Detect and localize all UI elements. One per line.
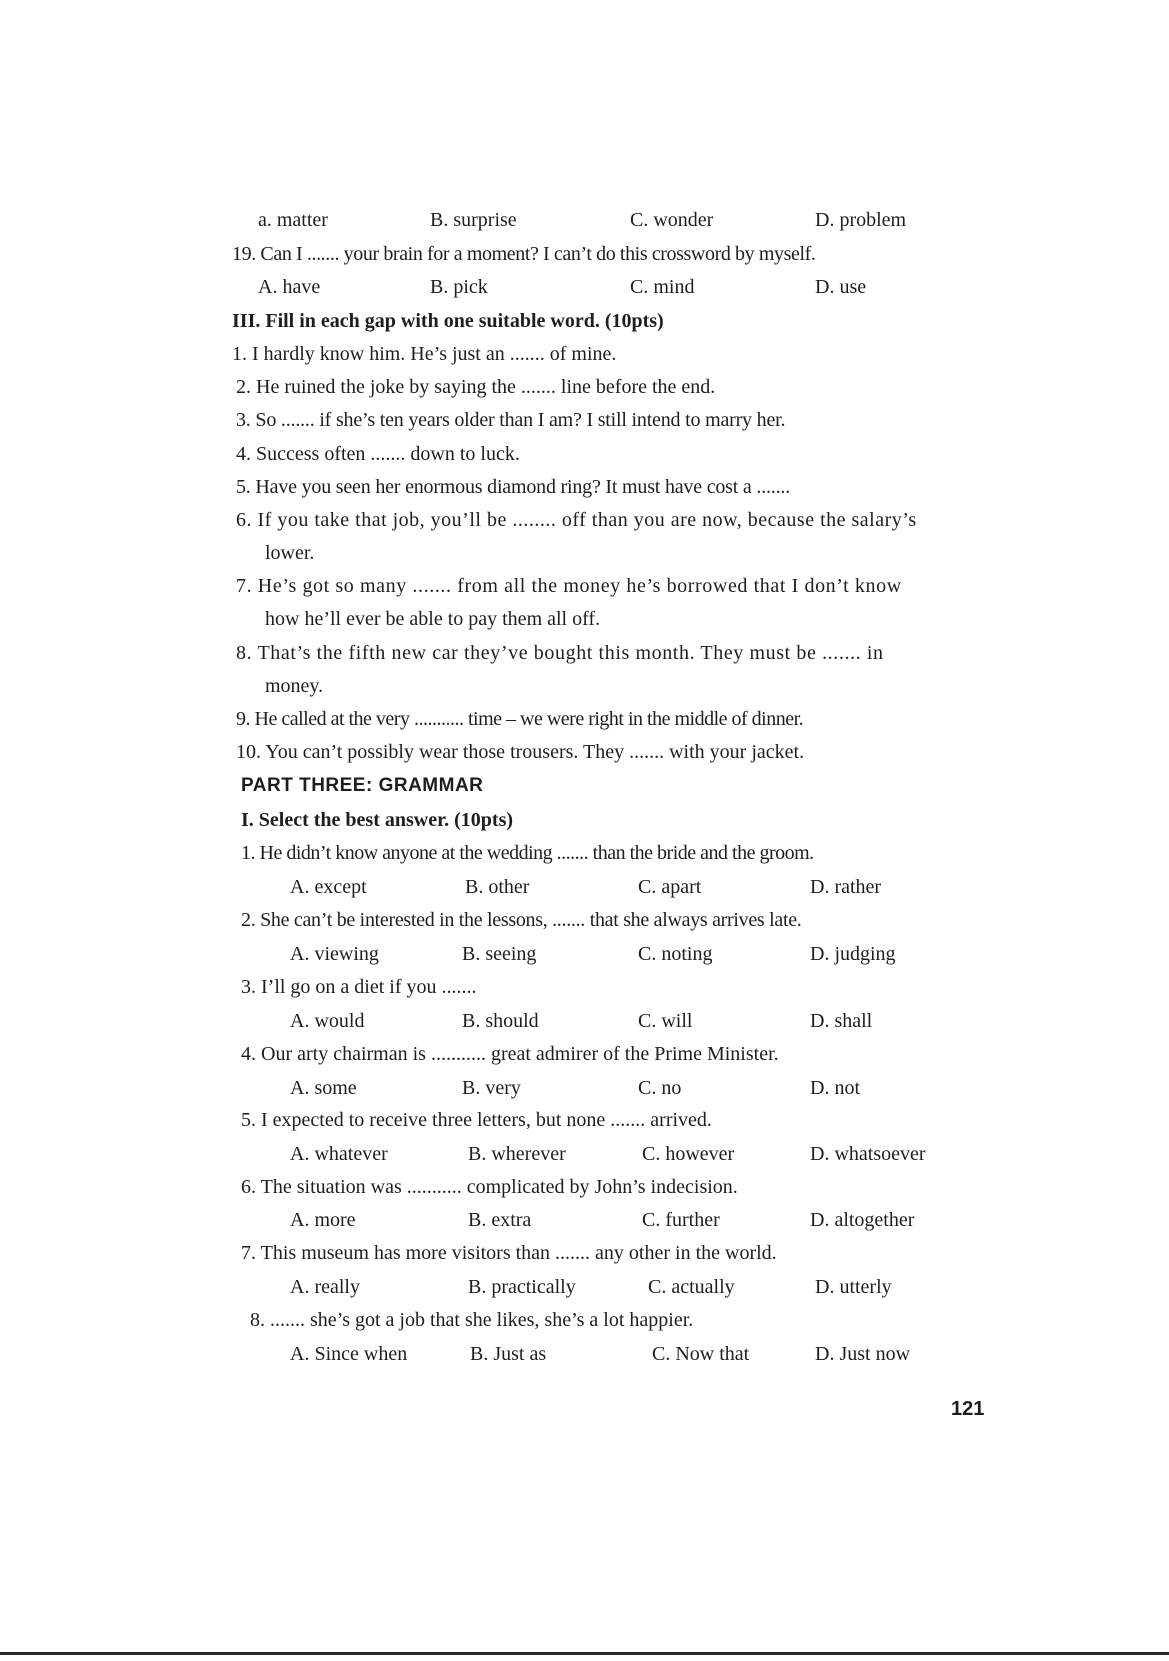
part-heading: PART THREE: GRAMMAR <box>241 775 484 796</box>
question-stem: 3. I’ll go on a diet if you ....... <box>241 976 477 998</box>
fill-item: 8. That’s the fifth new car they’ve bought this month. They must be ....... in <box>236 642 884 664</box>
fill-item: 10. You can’t possibly wear those trousers. They ....... with your jacket. <box>236 741 805 763</box>
fill-item: 3. So ....... if she’s ten years older than I am? I still intend to marry her. <box>236 409 786 431</box>
q18-option-a: a. matter <box>258 209 328 231</box>
question-option: B. seeing <box>462 943 537 965</box>
question-option: C. Now that <box>652 1343 750 1365</box>
question-option: A. Since when <box>290 1343 408 1365</box>
fill-item: 2. He ruined the joke by saying the ....... line before the end. <box>236 376 716 398</box>
question-option: D. whatsoever <box>810 1143 926 1165</box>
q18-option-c: C. wonder <box>630 209 714 231</box>
question-option: D. not <box>810 1077 860 1099</box>
q19-option-a: A. have <box>258 276 321 298</box>
question-option: C. apart <box>638 876 702 898</box>
question-option: B. should <box>462 1010 539 1032</box>
part-subheading: I. Select the best answer. (10pts) <box>241 809 514 831</box>
fill-item-continuation: how he’ll ever be able to pay them all off. <box>265 608 601 630</box>
fill-item: 6. If you take that job, you’ll be ........ off than you are now, because the salary’s <box>236 509 917 531</box>
question-option: C. noting <box>638 943 713 965</box>
question-option: A. whatever <box>290 1143 388 1165</box>
question-option: D. judging <box>810 943 896 965</box>
question-stem: 6. The situation was ........... complicated by John’s indecision. <box>241 1176 738 1198</box>
section-heading: III. Fill in each gap with one suitable word. (10pts) <box>232 310 664 332</box>
question-option: C. will <box>638 1010 693 1032</box>
fill-item: 1. I hardly know him. He’s just an ....... of mine. <box>232 343 617 365</box>
question-option: A. would <box>290 1010 365 1032</box>
question-stem: 7. This museum has more visitors than ....... any other in the world. <box>241 1242 777 1264</box>
question-stem: 5. I expected to receive three letters, but none ....... arrived. <box>241 1109 712 1131</box>
q19-option-c: C. mind <box>630 276 695 298</box>
question-option: C. no <box>638 1077 682 1099</box>
q18-option-d: D. problem <box>815 209 907 231</box>
question-option: A. except <box>290 876 367 898</box>
scan-edge-line <box>0 1652 1169 1655</box>
fill-item: 4. Success often ....... down to luck. <box>236 443 520 465</box>
question-stem: 2. She can’t be interested in the lessons, ....... that she always arrives late. <box>241 909 802 931</box>
question-stem: 1. He didn’t know anyone at the wedding ....... than the bride and the groom. <box>241 842 814 864</box>
question-option: D. rather <box>810 876 882 898</box>
fill-item: 5. Have you seen her enormous diamond ring? It must have cost a ....... <box>236 476 790 498</box>
question-option: D. altogether <box>810 1209 915 1231</box>
q19-stem: 19. Can I ....... your brain for a moment? I can’t do this crossword by myself. <box>232 243 816 265</box>
question-option: C. however <box>642 1143 735 1165</box>
question-stem: 8. ....... she’s got a job that she likes, she’s a lot happier. <box>250 1309 694 1331</box>
q18-option-b: B. surprise <box>430 209 517 231</box>
question-option: B. wherever <box>468 1143 566 1165</box>
question-option: B. other <box>465 876 530 898</box>
question-option: C. actually <box>648 1276 735 1298</box>
q19-option-d: D. use <box>815 276 867 298</box>
question-option: A. viewing <box>290 943 379 965</box>
question-option: B. Just as <box>470 1343 547 1365</box>
page-number: 121 <box>951 1398 985 1420</box>
question-option: C. further <box>642 1209 720 1231</box>
question-option: B. very <box>462 1077 521 1099</box>
fill-item-continuation: money. <box>265 675 324 697</box>
q19-option-b: B. pick <box>430 276 488 298</box>
fill-item: 9. He called at the very ........... time – we were right in the middle of dinner. <box>236 708 804 730</box>
question-option: A. some <box>290 1077 357 1099</box>
fill-item: 7. He’s got so many ....... from all the money he’s borrowed that I don’t know <box>236 575 902 597</box>
question-option: A. really <box>290 1276 360 1298</box>
question-option: D. utterly <box>815 1276 892 1298</box>
fill-item-continuation: lower. <box>265 542 315 564</box>
question-option: D. shall <box>810 1010 873 1032</box>
question-option: B. extra <box>468 1209 532 1231</box>
question-option: D. Just now <box>815 1343 911 1365</box>
question-option: A. more <box>290 1209 356 1231</box>
question-option: B. practically <box>468 1276 576 1298</box>
question-stem: 4. Our arty chairman is ........... great admirer of the Prime Minister. <box>241 1043 779 1065</box>
